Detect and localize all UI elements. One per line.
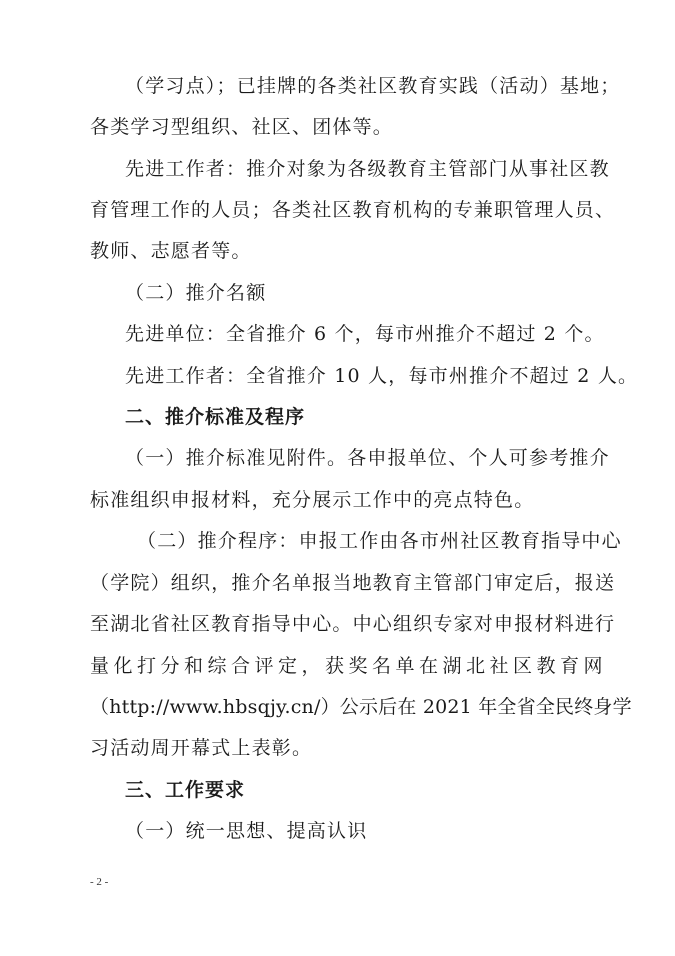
text-line: 量化打分和综合评定，获奖名单在湖北社区教育网 (90, 655, 608, 677)
text-line: （http://www.hbsqjy.cn/）公示后在 2021 年全省全民终身学 (90, 696, 632, 718)
text-line: 育管理工作的人员；各类社区教育机构的专兼职管理人员、 (90, 199, 616, 221)
text-line: （二）推介程序：申报工作由各市州社区教育指导中心 (137, 530, 622, 552)
text-line: 先进工作者：全省推介 10 人，每市州推介不超过 2 人。 (125, 365, 639, 387)
subsection-heading: （一）统一思想、提高认识 (125, 820, 368, 842)
text-line: 习活动周开幕式上表彰。 (90, 737, 313, 759)
page-number: - 2 - (90, 876, 109, 888)
text-line: （一）推介标准见附件。各申报单位、个人可参考推介 (125, 447, 610, 469)
text-line: 标准组织申报材料，充分展示工作中的亮点特色。 (90, 489, 535, 511)
text-line: 至湖北省社区教育指导中心。中心组织专家对申报材料进行 (90, 613, 616, 635)
section-heading: 二、推介标准及程序 (125, 406, 306, 428)
text-line: 先进单位：全省推介 6 个，每市州推介不超过 2 个。 (125, 323, 605, 345)
text-line: （学院）组织，推介名单报当地教育主管部门审定后，报送 (90, 572, 616, 594)
text-line: 教师、志愿者等。 (90, 240, 252, 262)
subsection-heading: （二）推介名额 (125, 282, 267, 304)
section-heading: 三、工作要求 (125, 779, 246, 801)
text-line: （学习点）；已挂牌的各类社区教育实践（活动）基地； (125, 75, 621, 97)
text-line: 各类学习型组织、社区、团体等。 (90, 116, 394, 138)
text-line: 先进工作者：推介对象为各级教育主管部门从事社区教 (125, 158, 610, 180)
